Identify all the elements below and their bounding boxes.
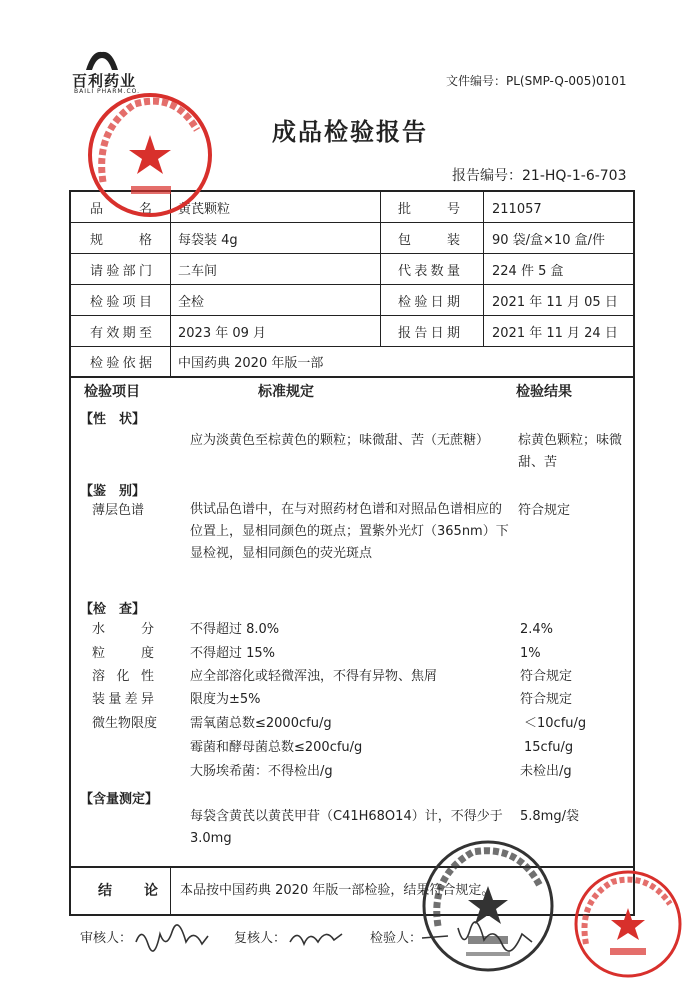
column-divider bbox=[170, 190, 171, 376]
header-result: 检验结果 bbox=[516, 384, 572, 400]
checker-signature bbox=[286, 922, 346, 952]
section-checks: 【检 查】 bbox=[80, 602, 146, 617]
check-result: 15cfu/g bbox=[524, 740, 574, 755]
value-specification: 每袋装 4g bbox=[178, 233, 238, 248]
value-expiry: 2023 年 09 月 bbox=[178, 326, 267, 341]
section-assay: 【含量测定】 bbox=[80, 792, 159, 807]
value-inspection-item: 全检 bbox=[178, 295, 205, 310]
inspector-label: 检验人： bbox=[370, 931, 423, 946]
check-result: 未检出/g bbox=[520, 764, 572, 779]
check-item: 微生物限度 bbox=[92, 716, 158, 731]
column-divider bbox=[483, 190, 484, 346]
report-number: 报告编号：21-HQ-1-6-703 bbox=[452, 168, 627, 184]
row-divider bbox=[69, 253, 635, 254]
label-package: 包 装 bbox=[398, 233, 460, 248]
check-item: 水 分 bbox=[92, 622, 154, 637]
value-batch-number: 211057 bbox=[492, 202, 542, 217]
check-result: ＜10cfu/g bbox=[524, 716, 587, 731]
identify-standard: 供试品色谱中，在与对照药材色谱和对照品色谱相应的位置上，显相同颜色的斑点；置紫外光灯（365nm）下显检视，显相同颜色的荧光斑点 bbox=[190, 502, 509, 561]
value-quantity: 224 件 5 盒 bbox=[492, 264, 564, 279]
label-inspection-date: 检验日期 bbox=[398, 295, 460, 310]
reviewer-label: 审核人： bbox=[80, 931, 133, 946]
check-standard: 不得超过 8.0% bbox=[190, 622, 280, 637]
column-divider bbox=[170, 866, 171, 916]
label-specification: 规 格 bbox=[90, 233, 152, 248]
label-expiry: 有效期至 bbox=[90, 326, 152, 341]
label-batch-number: 批 号 bbox=[398, 202, 460, 217]
value-package: 90 袋/盒×10 盒/件 bbox=[492, 233, 606, 248]
label-department: 请验部门 bbox=[90, 264, 152, 279]
company-inspection-seal bbox=[418, 836, 558, 976]
traits-result: 棕黄色颗粒；味微甜、苦 bbox=[518, 433, 623, 470]
row-divider bbox=[69, 315, 635, 316]
row-divider bbox=[69, 866, 635, 868]
row-divider bbox=[69, 376, 635, 378]
check-standard: 限度为±5% bbox=[190, 692, 261, 707]
check-result: 1% bbox=[520, 646, 541, 661]
company-logo-mark bbox=[84, 48, 120, 72]
assay-standard: 每袋含黄芪以黄芪甲苷（C41H68O14）计，不得少于 3.0mg bbox=[190, 809, 503, 846]
check-standard: 大肠埃希菌：不得检出/g bbox=[190, 764, 333, 779]
check-standard: 需氧菌总数≤2000cfu/g bbox=[190, 716, 332, 731]
check-standard: 不得超过 15% bbox=[190, 646, 276, 661]
external-quality-seal bbox=[572, 868, 684, 980]
checker-label: 复核人： bbox=[234, 931, 287, 946]
value-department: 二车间 bbox=[178, 264, 218, 279]
document-number: 文件编号：PL(SMP-Q-005)0101 bbox=[446, 74, 627, 88]
identify-result: 符合规定 bbox=[518, 503, 571, 518]
label-product-name: 品 名 bbox=[90, 202, 152, 217]
row-divider bbox=[69, 346, 635, 347]
company-logo-text: 百利药业 bbox=[72, 72, 137, 90]
label-quantity: 代表数量 bbox=[398, 264, 460, 279]
conclusion-label: 结 论 bbox=[98, 883, 158, 899]
row-divider bbox=[69, 222, 635, 223]
check-item: 粒 度 bbox=[92, 646, 154, 661]
check-result: 符合规定 bbox=[520, 692, 573, 707]
check-item: 溶 化 性 bbox=[92, 669, 154, 684]
check-standard: 应全部溶化或轻微浑浊，不得有异物、焦屑 bbox=[190, 669, 438, 684]
section-identification: 【鉴 别】 bbox=[80, 484, 146, 499]
reviewer-signature bbox=[132, 920, 212, 954]
label-basis: 检验依据 bbox=[90, 356, 152, 371]
conclusion-text: 本品按中国药典 2020 年版一部检验，结果符合规定。 bbox=[180, 883, 495, 898]
header-item: 检验项目 bbox=[84, 384, 140, 400]
check-standard: 霉菌和酵母菌总数≤200cfu/g bbox=[190, 740, 363, 755]
page-title: 成品检验报告 bbox=[272, 118, 428, 146]
header-standard: 标准规定 bbox=[258, 384, 314, 400]
check-result: 符合规定 bbox=[520, 669, 573, 684]
traits-standard: 应为淡黄色至棕黄色的颗粒；味微甜、苦（无蔗糖） bbox=[190, 433, 490, 448]
label-report-date: 报告日期 bbox=[398, 326, 460, 341]
assay-result: 5.8mg/袋 bbox=[520, 809, 579, 824]
row-divider bbox=[69, 284, 635, 285]
value-inspection-date: 2021 年 11 月 05 日 bbox=[492, 295, 618, 310]
value-product-name: 黄芪颗粒 bbox=[178, 202, 231, 217]
section-traits: 【性 状】 bbox=[80, 412, 146, 427]
quality-department-seal bbox=[85, 90, 215, 220]
identify-item: 薄层色谱 bbox=[92, 503, 145, 518]
check-result: 2.4% bbox=[520, 622, 554, 637]
label-inspection-item: 检验项目 bbox=[90, 295, 152, 310]
value-report-date: 2021 年 11 月 24 日 bbox=[492, 326, 618, 341]
column-divider bbox=[380, 190, 381, 346]
company-logo-english: BAILI PHARM.CO. bbox=[74, 88, 141, 95]
value-basis: 中国药典 2020 年版一部 bbox=[178, 356, 324, 371]
check-item: 装量差异 bbox=[92, 692, 154, 707]
